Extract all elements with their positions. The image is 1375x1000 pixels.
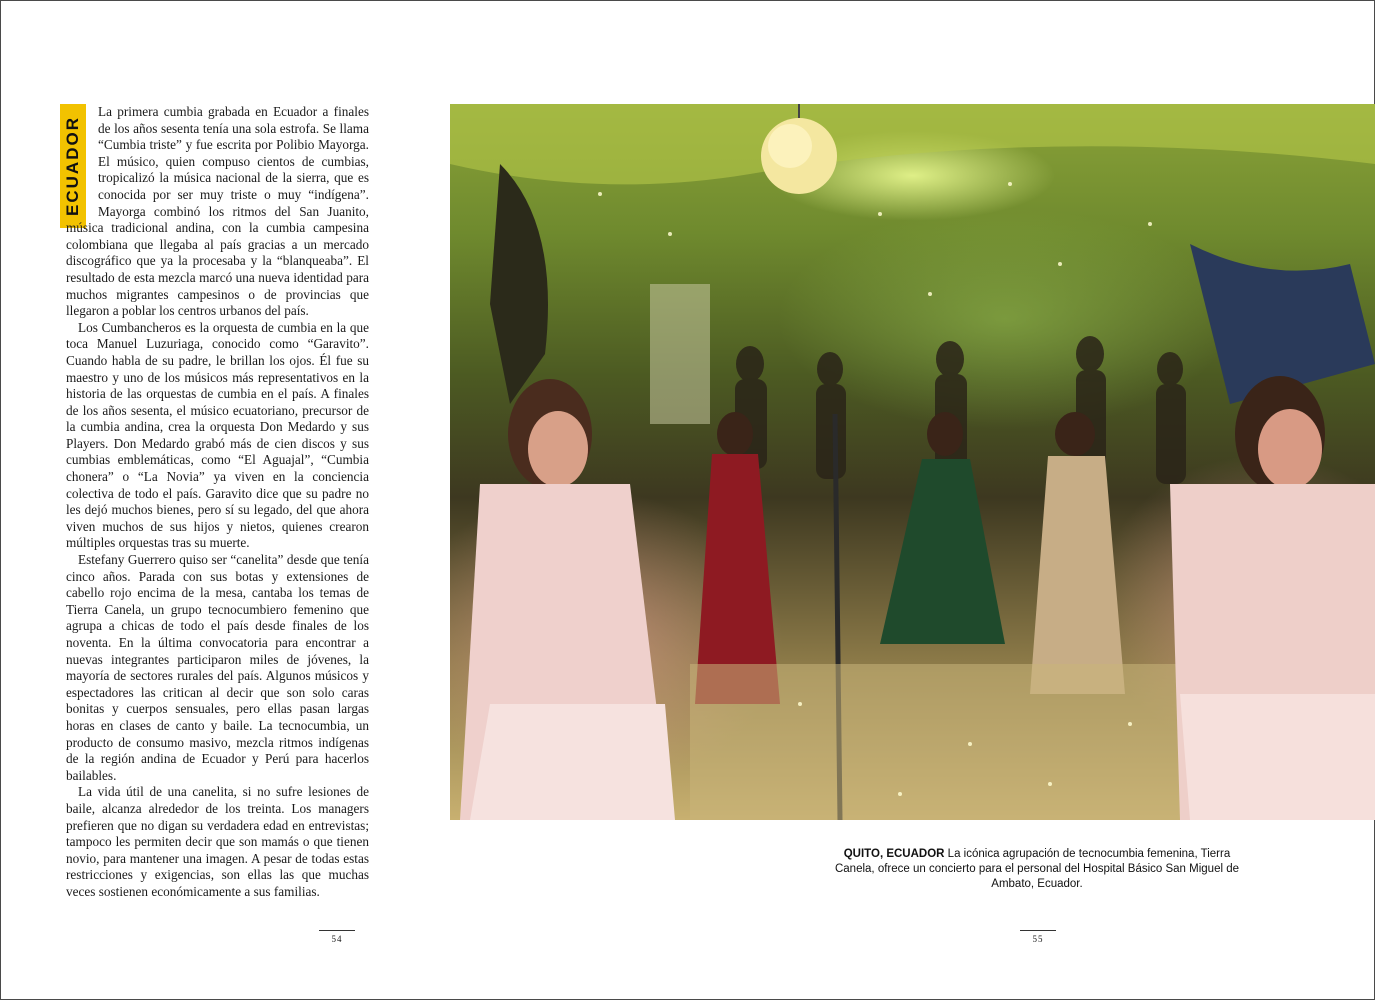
caption-text: La icónica agrupación de tecnocumbia femenina, Tierra Canela, ofrece un concierto para el personal del Hospital Básico San Miguel de Ambato, Ecuador. — [834, 848, 1240, 890]
page-number-left: 54 — [319, 930, 355, 944]
page-number-right: 55 — [1020, 930, 1056, 944]
caption-location: QUITO, ECUADOR — [843, 848, 945, 860]
photo-caption — [832, 847, 1242, 892]
article-paragraph: La primera cumbia grabada en Ecuador a finales de los años sesenta tenía una sola estrofa. Se llama “Cumbia triste” y fue escrita por Polibio Mayorga. El músico, quien compuso cientos de cumbias, tropicalizó la música nacional de la sierra, que es conocida por ser muy triste o muy “indígena”. Mayorga combinó los ritmos del San Juanito, música tradicional andina, con la cumbia campesina colombiana que llegaba al país gracias a un mercado discográfico que ya la procesaba y la “blanqueaba”. El resultado de esta mezcla marcó una nueva identidad para muchos migrantes campesinos o de provincias que llegaron a poblar los centros urbanos del país. — [66, 104, 369, 319]
section-tag-label: ECUADOR — [63, 116, 83, 216]
article-paragraph: Estefany Guerrero quiso ser “canelita” desde que tenía cinco años. Parada con sus botas y extensiones de cabello rojo encima de la mesa, cantaba los temas de Tierra Canela, un grupo tecnocumbiero femenino que agrupa a chicas de todo el país desde finales de los noventa. En la última convocatoria para encontrar a nuevas integrantes participaron miles de jóvenes, la mayoría de sectores rurales del país. Algunos músicos y espectadores las critican al decir que son solo caras bonitas y cuerpos sensuales, pero ellas pasan largas horas en clases de canto y baile. La tecnocumbia, un producto de consumo masivo, mezcla ritmos indígenas de la región andina de Ecuador y Perú para hacerlos bailables. — [66, 552, 369, 783]
article-paragraph: Los Cumbancheros es la orquesta de cumbia en la que toca Manuel Luzuriaga, conocido como “Garavito”. Cuando habla de su padre, le brillan los ojos. Él fue su maestro y uno de los músicos más representativos en la historia de las orquestas de cumbia en el país. A finales de los años sesenta, el músico ecuatoriano, precursor de la cumbia andina, crea la orquesta Don Medardo y sus Players. Don Medardo grabó más de cien discos y sus cumbias emblemáticas, como “El Aguajal”, “Cumbia chonera” o “La Novia” ya viven en la conciencia colectiva de todo el país. Garavito dice que su padre no les dejó muchos bienes, pero sí su legado, del que ahora viven muchos de sus hijos y nietos, quienes crearon múltiples orquestas tras su muerte. — [66, 319, 369, 551]
article-column — [66, 104, 369, 901]
section-tag-spacer — [66, 104, 98, 216]
photo-illustration — [450, 104, 1375, 820]
concert-photo — [450, 104, 1375, 820]
article-paragraph: La vida útil de una canelita, si no sufre lesiones de baile, alcanza alrededor de los treinta. Los managers prefieren que no digan su verdadera edad en entrevistas; tampoco les permiten decir que son mamás o que tienen novio, para mantener una imagen. A pesar de todas estas restricciones y exigencias, son ellas las que muchas veces sostienen económicamente a sus familias. — [66, 784, 369, 899]
